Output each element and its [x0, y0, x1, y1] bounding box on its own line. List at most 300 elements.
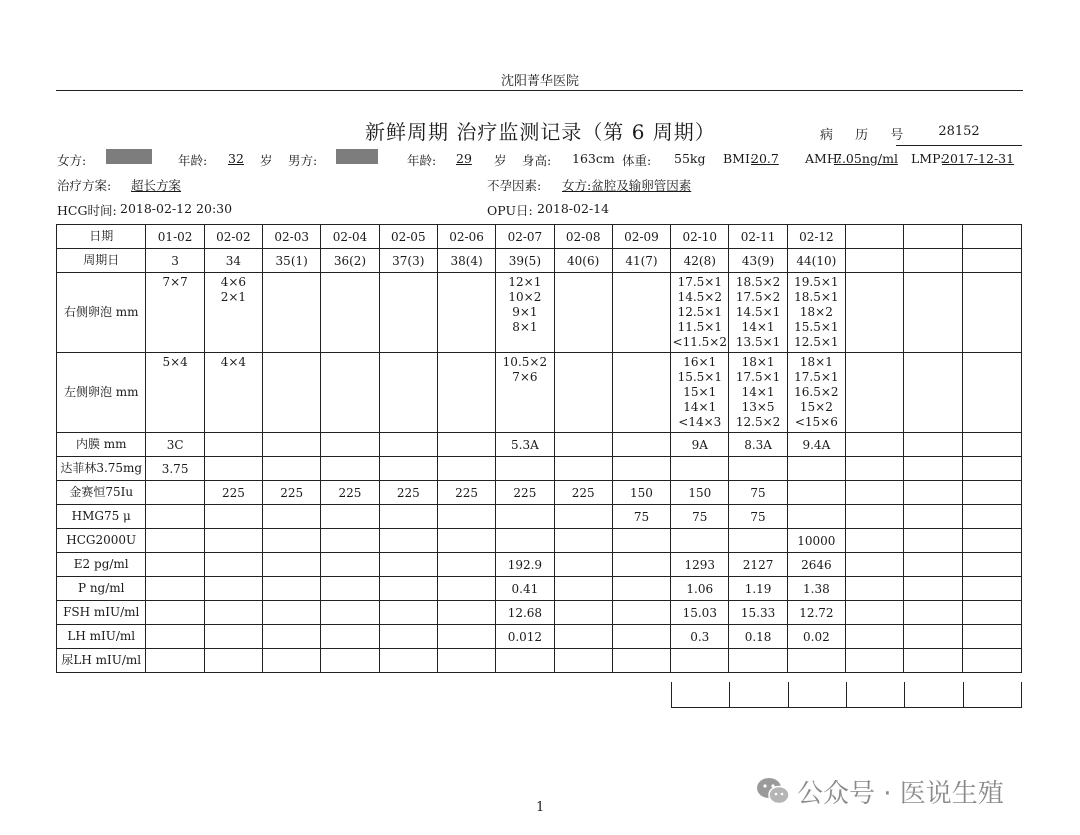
cell-value [205, 588, 262, 590]
table-cell [729, 481, 787, 505]
table-row [57, 273, 1022, 353]
cell-value: 41(7) [625, 254, 658, 268]
cell-value [846, 468, 903, 470]
trailing-blank-row [671, 682, 1022, 708]
cell-value [438, 444, 495, 446]
cell-value [555, 468, 612, 470]
record-number: 28152 [938, 124, 980, 139]
row-label: 尿LH mIU/ml [57, 649, 146, 673]
height-value: 163cm [572, 151, 615, 166]
cell-value [146, 516, 203, 518]
table-cell [496, 249, 554, 273]
cell-value [555, 540, 612, 542]
cell-value: 02-02 [216, 230, 251, 244]
female-name-redacted [106, 149, 152, 164]
cell-value [438, 612, 495, 614]
plan-label: 治疗方案: [57, 178, 112, 193]
cell-value [846, 636, 903, 638]
cell-value [613, 660, 670, 662]
cell-value [205, 636, 262, 638]
table-cell [846, 601, 904, 625]
table-cell [321, 505, 379, 529]
table-cell [671, 249, 729, 273]
cell-value [438, 660, 495, 662]
cell-value [555, 636, 612, 638]
cell-value [263, 564, 320, 566]
table-cell [729, 225, 787, 249]
table-cell [787, 649, 845, 673]
table-cell [146, 625, 204, 649]
table-cell [496, 625, 554, 649]
table-cell [962, 553, 1021, 577]
cell-value: 75 [750, 510, 766, 524]
table-cell [263, 553, 321, 577]
row-label: 日期 [57, 225, 146, 249]
table-cell [321, 249, 379, 273]
table-cell [671, 625, 729, 649]
table-cell [904, 249, 962, 273]
table-cell [846, 225, 904, 249]
table-cell [496, 505, 554, 529]
cell-value [904, 612, 961, 614]
table-cell [612, 457, 670, 481]
cell-value: 9A [691, 438, 708, 452]
cell-value [963, 564, 1021, 566]
cell-value [963, 468, 1021, 470]
cell-value: 1.19 [744, 582, 772, 596]
cell-value: 2127 [742, 558, 774, 572]
table-cell [671, 481, 729, 505]
cell-value [846, 260, 903, 262]
table-cell [846, 273, 904, 353]
cell-value [555, 444, 612, 446]
table-cell [321, 577, 379, 601]
table-cell [671, 353, 729, 433]
cell-value [963, 444, 1021, 446]
table-cell [554, 225, 612, 249]
monitoring-table [56, 224, 1022, 673]
cell-value [205, 444, 262, 446]
male-age: 29 [456, 151, 472, 166]
table-cell [146, 353, 204, 433]
lmp-label: LMP: [911, 151, 945, 166]
table-cell [962, 601, 1021, 625]
table-cell [437, 529, 495, 553]
table-cell [962, 577, 1021, 601]
table-row [57, 625, 1022, 649]
cell-value: 39(5) [508, 254, 542, 268]
table-cell [787, 457, 845, 481]
table-cell [321, 457, 379, 481]
table-cell [437, 273, 495, 353]
cell-value [904, 444, 961, 446]
amh-label: AMH: [805, 151, 842, 166]
cell-value: 02-12 [799, 230, 834, 244]
record-number-label: 病 历 号 [820, 128, 913, 143]
cell-value [846, 444, 903, 446]
table-cell [787, 505, 845, 529]
cell-value: 12.68 [507, 606, 543, 620]
table-cell [263, 457, 321, 481]
table-cell [146, 249, 204, 273]
cell-value [380, 540, 437, 542]
table-cell [554, 505, 612, 529]
cell-value [205, 564, 262, 566]
cell-value [496, 660, 553, 662]
table-cell [379, 353, 437, 433]
cell-value: 0.02 [803, 630, 830, 644]
table-cell [671, 577, 729, 601]
cell-value: 1.06 [686, 582, 714, 596]
cell-value [146, 612, 203, 614]
cell-value [613, 540, 670, 542]
cell-value [904, 236, 961, 238]
table-cell [554, 601, 612, 625]
table-cell [904, 529, 962, 553]
cell-value [321, 660, 378, 662]
cell-value [846, 516, 903, 518]
cell-value: 75 [750, 486, 766, 500]
table-cell [729, 249, 787, 273]
table-cell [904, 481, 962, 505]
table-cell [321, 433, 379, 457]
table-cell [904, 577, 962, 601]
cell-value [613, 353, 670, 355]
table-cell [321, 625, 379, 649]
table-cell [554, 249, 612, 273]
cell-value [904, 660, 961, 662]
row-label: 内膜 mm [57, 433, 146, 457]
cell-value [321, 636, 378, 638]
table-cell [729, 505, 787, 529]
male-label: 男方: [288, 153, 318, 168]
watermark-text: 公众号 · 医说生殖 [797, 779, 1004, 809]
cell-value: 01-02 [157, 230, 193, 244]
cell-value [613, 588, 670, 590]
table-cell [729, 353, 787, 433]
cell-value: 9.4A [802, 438, 831, 452]
table-cell [787, 625, 845, 649]
table-cell [204, 249, 262, 273]
cell-value [438, 636, 495, 638]
cell-value: 2646 [801, 558, 832, 572]
cell-value: 12.72 [799, 606, 834, 620]
table-cell [904, 225, 962, 249]
table-cell [437, 249, 495, 273]
table-cell [496, 649, 554, 673]
table-cell [263, 625, 321, 649]
table-cell [671, 433, 729, 457]
table-cell [787, 273, 845, 353]
table-cell [846, 529, 904, 553]
cell-value [846, 564, 903, 566]
record-number-underline [896, 145, 1022, 146]
table-cell [612, 529, 670, 553]
cell-value [613, 636, 670, 638]
cell-value [380, 660, 437, 662]
cell-value [846, 236, 903, 238]
row-label: 金赛恒75Iu [57, 481, 146, 505]
table-cell [904, 353, 962, 433]
table-cell [846, 457, 904, 481]
female-label: 女方: [57, 153, 87, 168]
cell-value: 0.3 [690, 630, 710, 644]
table-cell [263, 481, 321, 505]
cell-value [438, 564, 495, 566]
cell-value: 16×1 15.5×1 15×1 14×1 <14×3 [677, 355, 722, 429]
table-cell [146, 481, 204, 505]
table-cell [846, 481, 904, 505]
cell-value [613, 273, 670, 275]
table-cell [437, 225, 495, 249]
cell-value [846, 612, 903, 614]
table-cell [146, 553, 204, 577]
table-row [57, 433, 1022, 457]
table-cell [263, 577, 321, 601]
table-cell [962, 649, 1021, 673]
cell-value [263, 540, 320, 542]
cell-value [438, 516, 495, 518]
table-cell [379, 649, 437, 673]
cell-value [380, 636, 437, 638]
cell-value: 225 [513, 486, 537, 500]
table-cell [321, 225, 379, 249]
cell-value: 37(3) [392, 254, 425, 268]
table-cell [787, 225, 845, 249]
table-cell [379, 625, 437, 649]
cell-value [613, 444, 670, 446]
table-cell [787, 249, 845, 273]
table-cell [263, 601, 321, 625]
table-cell [437, 601, 495, 625]
cell-value: 75 [633, 510, 650, 524]
cell-value [963, 273, 1021, 275]
cell-value [671, 468, 728, 470]
table-cell [962, 625, 1021, 649]
cell-value [321, 588, 378, 590]
table-cell [671, 529, 729, 553]
cell-value [146, 588, 203, 590]
cell-value [963, 540, 1021, 542]
row-label: HCG2000U [57, 529, 146, 553]
cell-value [263, 516, 320, 518]
cell-value [380, 588, 437, 590]
table-cell [962, 273, 1021, 353]
cell-value [438, 588, 495, 590]
table-cell [496, 457, 554, 481]
table-cell [437, 481, 495, 505]
cell-value: 3.75 [161, 462, 189, 476]
cell-value [846, 540, 903, 542]
table-cell [437, 553, 495, 577]
cell-value [146, 540, 203, 542]
cell-value: 34 [225, 254, 242, 268]
cell-value [263, 660, 320, 662]
cell-value [263, 444, 320, 446]
table-cell [379, 529, 437, 553]
cell-value: 02-10 [682, 230, 718, 244]
table-cell [846, 505, 904, 529]
table-cell [904, 433, 962, 457]
cell-value [671, 660, 728, 662]
table-cell [612, 225, 670, 249]
table-cell [554, 481, 612, 505]
table-cell [671, 649, 729, 673]
cell-value: 75 [692, 510, 708, 524]
table-cell [146, 225, 204, 249]
cell-value: 4×4 [220, 355, 247, 369]
table-cell [671, 553, 729, 577]
table-cell [496, 529, 554, 553]
plan-value: 超长方案 [131, 178, 182, 193]
hcg-time-value: 2018-02-12 20:30 [120, 201, 233, 216]
header-rule [56, 90, 1023, 91]
table-cell [496, 353, 554, 433]
row-label: HMG75 μ [57, 505, 146, 529]
cell-value [963, 660, 1021, 662]
table-cell [787, 577, 845, 601]
table-cell [729, 601, 787, 625]
table-cell [846, 577, 904, 601]
cell-value [321, 273, 378, 275]
cell-value [146, 564, 203, 566]
table-cell [146, 577, 204, 601]
row-label: LH mIU/ml [57, 625, 146, 649]
cell-value: 02-04 [332, 230, 368, 244]
table-cell [612, 353, 670, 433]
cell-value [671, 540, 728, 542]
table-cell [671, 505, 729, 529]
table-cell [496, 601, 554, 625]
cell-value [321, 444, 378, 446]
lmp-value: 2017-12-31 [942, 151, 1015, 166]
table-cell [437, 433, 495, 457]
table-cell [437, 649, 495, 673]
table-cell [437, 505, 495, 529]
table-cell [554, 457, 612, 481]
cell-value: 7×7 [162, 275, 188, 289]
table-cell [204, 273, 262, 353]
table-cell [379, 457, 437, 481]
cell-value [904, 564, 961, 566]
cell-value [555, 588, 612, 590]
table-cell [379, 505, 437, 529]
row-label: 右侧卵泡 mm [57, 273, 146, 353]
table-cell [612, 553, 670, 577]
table-cell [612, 249, 670, 273]
cell-value [321, 468, 378, 470]
table-cell [729, 433, 787, 457]
cell-value: 1.38 [803, 582, 830, 596]
wechat-icon [755, 776, 791, 813]
cell-value [963, 636, 1021, 638]
table-cell [496, 225, 554, 249]
page-title: 新鲜周期 治疗监测记录（第 6 周期） [365, 120, 716, 144]
table-cell [437, 625, 495, 649]
cell-value [438, 540, 495, 542]
table-cell [379, 553, 437, 577]
table-row [57, 249, 1022, 273]
table-row [57, 353, 1022, 433]
cell-value [963, 588, 1021, 590]
table-cell [496, 553, 554, 577]
table-row [57, 577, 1022, 601]
cell-value: 02-05 [390, 230, 426, 244]
cell-value: 4×6 2×1 [220, 275, 247, 304]
cell-value: 35(1) [275, 254, 308, 268]
cell-value: 3 [171, 254, 179, 268]
infertility-value: 女方:盆腔及输卵管因素 [562, 178, 692, 193]
cell-value [263, 468, 320, 470]
cell-value [321, 516, 378, 518]
female-age-label: 年龄: [178, 153, 208, 168]
cell-value [263, 353, 320, 355]
cell-value: 02-11 [740, 230, 776, 244]
table-cell [263, 249, 321, 273]
row-label: 左侧卵泡 mm [57, 353, 146, 433]
table-cell [204, 457, 262, 481]
table-cell [321, 353, 379, 433]
table-cell [496, 273, 554, 353]
table-cell [204, 225, 262, 249]
cell-value [555, 516, 612, 518]
cell-value: 44(10) [796, 254, 837, 268]
table-cell [787, 481, 845, 505]
table-cell [904, 625, 962, 649]
cell-value: 0.012 [507, 630, 543, 644]
table-cell [846, 649, 904, 673]
table-cell [612, 273, 670, 353]
cell-value: 1293 [684, 558, 716, 572]
infertility-label: 不孕因素: [487, 178, 542, 193]
table-cell [787, 433, 845, 457]
table-cell [321, 649, 379, 673]
cell-value [963, 236, 1021, 238]
table-cell [904, 457, 962, 481]
table-cell [437, 457, 495, 481]
table-cell [263, 225, 321, 249]
cell-value [904, 636, 961, 638]
table-cell [846, 553, 904, 577]
table-cell [437, 577, 495, 601]
table-row [57, 649, 1022, 673]
cell-value [904, 540, 961, 542]
cell-value [555, 564, 612, 566]
table-cell [904, 505, 962, 529]
cell-value [380, 353, 437, 355]
table-cell [263, 529, 321, 553]
table-cell [904, 553, 962, 577]
female-age: 32 [228, 151, 244, 166]
table-row [57, 481, 1022, 505]
female-age-unit: 岁 [260, 153, 273, 168]
height-label: 身高: [522, 153, 552, 168]
table-cell [612, 505, 670, 529]
table-cell [146, 433, 204, 457]
table-cell [612, 649, 670, 673]
table-cell [612, 481, 670, 505]
cell-value: 02-09 [624, 230, 659, 244]
cell-value [496, 516, 553, 518]
cell-value: 36(2) [333, 254, 367, 268]
cell-value: 18×1 17.5×1 14×1 13×5 12.5×2 [735, 355, 781, 429]
table-cell [204, 353, 262, 433]
table-cell [204, 553, 262, 577]
table-cell [554, 273, 612, 353]
table-cell [379, 249, 437, 273]
table-cell [729, 577, 787, 601]
table-cell [554, 553, 612, 577]
